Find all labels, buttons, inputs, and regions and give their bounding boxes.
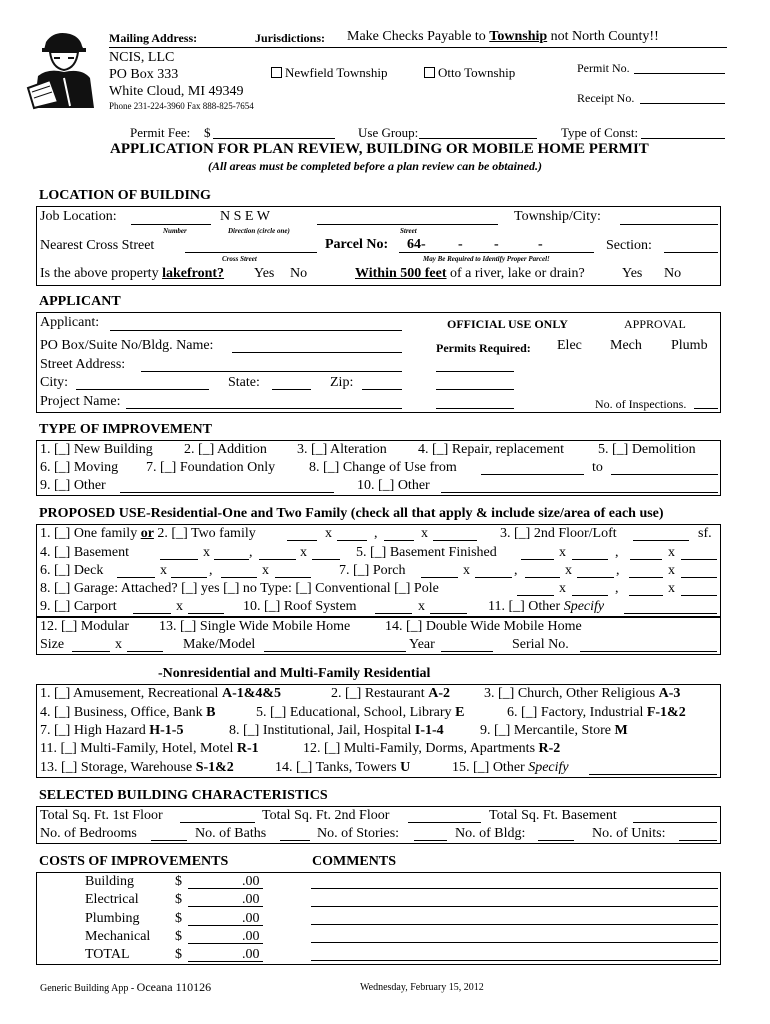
section-label: Section: — [606, 238, 652, 253]
x-label: x — [559, 545, 566, 560]
res-field[interactable] — [171, 577, 207, 578]
nonres-mercantile[interactable]: 9. [_] Mercantile, Store M — [480, 723, 628, 738]
newfield-checkbox[interactable]: Newfield Township — [271, 65, 387, 81]
comments-heading: COMMENTS — [312, 854, 396, 869]
nonres-restaurant[interactable]: 2. [_] Restaurant A-2 — [331, 686, 450, 701]
x-label: x — [300, 545, 307, 560]
res-double-wide[interactable]: 14. [_] Double Wide Mobile Home — [385, 619, 582, 634]
x-label: x — [160, 563, 167, 578]
res-field[interactable] — [421, 577, 458, 578]
x-label: x — [668, 545, 675, 560]
nonres-factory[interactable]: 6. [_] Factory, Industrial F-1&2 — [507, 705, 686, 720]
checkbox-icon — [424, 67, 435, 78]
location-heading: LOCATION OF BUILDING — [39, 188, 211, 203]
number-caption: Number — [163, 227, 187, 235]
cost-cents: .00 — [242, 892, 260, 908]
other-9-field[interactable] — [120, 492, 334, 493]
size-field[interactable] — [72, 651, 110, 652]
permit-fee-label: Permit Fee: — [130, 125, 191, 140]
characteristics-heading: SELECTED BUILDING CHARACTERISTICS — [39, 788, 328, 803]
comma: , — [514, 563, 518, 578]
make-model-label: Make/Model — [183, 637, 256, 652]
res-field[interactable] — [259, 559, 296, 560]
parcel-caption: May Be Required to Identify Proper Parcel! — [423, 255, 550, 263]
lakefront-yes[interactable]: Yes — [254, 266, 275, 281]
imp-other-9[interactable]: 9. [_] Other — [40, 478, 106, 493]
res-field[interactable] — [525, 577, 560, 578]
units-label: No. of Units: — [592, 826, 666, 841]
type-const-label: Type of Const: — [561, 125, 639, 140]
res-one-two-family[interactable]: 1. [_] One family or 2. [_] Two family — [40, 526, 256, 541]
sf-label: sf. — [698, 526, 712, 541]
sqft-basement-label: Total Sq. Ft. Basement — [489, 808, 617, 823]
res-other-field[interactable] — [624, 613, 717, 614]
mobile-box — [36, 617, 721, 655]
lakefront-no[interactable]: No — [290, 266, 308, 281]
res-field[interactable] — [521, 559, 554, 560]
res-2nd-floor[interactable]: 3. [_] 2nd Floor/Loft — [500, 526, 617, 541]
sqft-1st-label: Total Sq. Ft. 1st Floor — [40, 808, 163, 823]
res-field[interactable] — [160, 559, 198, 560]
comma: , — [616, 563, 620, 578]
city-label: City: — [40, 375, 69, 390]
river-question: Within 500 feet of a river, lake or drain? — [355, 266, 585, 281]
parcel-prefix: 64- — [407, 237, 426, 252]
res-field[interactable] — [275, 577, 311, 578]
other-10-field[interactable] — [441, 492, 718, 493]
x-label: x — [203, 545, 210, 560]
project-name-label: Project Name: — [40, 394, 121, 409]
footer-date: Wednesday, February 15, 2012 — [360, 982, 484, 993]
nonres-tanks[interactable]: 14. [_] Tanks, Towers U — [275, 760, 411, 775]
residential-heading: PROPOSED USE-Residential-One and Two Family (check all that apply & include size/area of each use) — [39, 506, 664, 521]
project-name-field[interactable] — [126, 408, 402, 409]
parcel-dash: - — [538, 237, 543, 252]
street-address-label: Street Address: — [40, 357, 126, 372]
comment-line[interactable] — [311, 906, 718, 907]
comma: , — [615, 545, 619, 560]
form-subtitle: (All areas must be completed before a plan review can be obtained.) — [208, 159, 542, 173]
sqft-basement-field[interactable] — [633, 822, 717, 823]
res-basement-finished[interactable]: 5. [_] Basement Finished — [356, 545, 497, 560]
approval-label: APPROVAL — [624, 317, 686, 331]
applicant-label: Applicant: — [40, 315, 100, 330]
res-field[interactable] — [681, 577, 717, 578]
jurisdictions-label: Jurisdictions: — [255, 31, 326, 45]
nonres-heading: -Nonresidential and Multi-Family Residential — [158, 666, 431, 681]
nonres-business[interactable]: 4. [_] Business, Office, Bank B — [40, 705, 216, 720]
res-field[interactable] — [630, 559, 662, 560]
section-field[interactable] — [664, 252, 718, 253]
costs-heading: COSTS OF IMPROVEMENTS — [39, 854, 229, 869]
lakefront-question: Is the above property lakefront? — [40, 266, 225, 281]
res-field[interactable] — [133, 613, 171, 614]
res-field[interactable] — [221, 577, 257, 578]
res-garage[interactable]: 8. [_] Garage: Attached? [_] yes [_] no Type: [_] Conventional [_] Pole — [40, 581, 439, 596]
cost-dollar: $ — [175, 928, 182, 944]
comma: , — [615, 581, 619, 596]
comma: , — [249, 545, 253, 560]
imp-moving[interactable]: 6. [_] Moving — [40, 460, 119, 475]
nonres-dorms[interactable]: 12. [_] Multi-Family, Dorms, Apartments R-2 — [303, 741, 561, 756]
parcel-label: Parcel No: — [325, 237, 389, 252]
x-label: x — [463, 563, 470, 578]
comment-line[interactable] — [311, 924, 718, 925]
type-const-field[interactable] — [641, 138, 725, 139]
x-label: x — [668, 563, 675, 578]
cost-dollar: $ — [175, 910, 182, 926]
res-porch[interactable]: 7. [_] Porch — [339, 563, 406, 578]
nonres-storage[interactable]: 13. [_] Storage, Warehouse S-1&2 — [40, 760, 234, 775]
make-model-field[interactable] — [264, 651, 406, 652]
direction-caption: Direction (circle one) — [228, 227, 290, 235]
res-field[interactable] — [433, 540, 477, 541]
cost-label: Mechanical — [85, 928, 151, 944]
sqft-2nd-field[interactable] — [408, 822, 481, 823]
elec-option[interactable]: Elec — [557, 338, 582, 353]
nonres-other[interactable]: 15. [_] Other Specify — [452, 760, 569, 775]
year-label: Year — [409, 637, 435, 652]
permit-no-field[interactable] — [634, 73, 725, 74]
bldg-field[interactable] — [538, 840, 574, 841]
nonres-hazard[interactable]: 7. [_] High Hazard H-1-5 — [40, 723, 184, 738]
res-roof[interactable]: 10. [_] Roof System — [243, 599, 357, 614]
bedrooms-label: No. of Bedrooms — [40, 826, 137, 841]
township-city-field[interactable] — [620, 224, 718, 225]
res-field[interactable] — [188, 613, 224, 614]
bldg-label: No. of Bldg: — [455, 826, 526, 841]
x-label: x — [565, 563, 572, 578]
imp-repair[interactable]: 4. [_] Repair, replacement — [418, 442, 564, 457]
org-city: White Cloud, MI 49349 — [109, 84, 244, 99]
cross-street-label: Nearest Cross Street — [40, 238, 155, 253]
cost-label: TOTAL — [85, 947, 130, 963]
x-label: x — [418, 599, 425, 614]
form-title: APPLICATION FOR PLAN REVIEW, BUILDING OR MOBILE HOME PERMIT — [110, 141, 649, 157]
worker-logo — [24, 28, 102, 110]
official-field-2[interactable] — [436, 389, 514, 390]
res-field[interactable] — [572, 595, 608, 596]
change-from-field[interactable] — [481, 474, 584, 475]
org-pobox: PO Box 333 — [109, 67, 179, 82]
improvement-heading: TYPE OF IMPROVEMENT — [39, 422, 212, 437]
imp-foundation[interactable]: 7. [_] Foundation Only — [146, 460, 276, 475]
street-caption: Street — [400, 227, 417, 235]
org-name: NCIS, LLC — [109, 50, 175, 65]
cost-dollar: $ — [175, 892, 182, 908]
pobox-field[interactable] — [232, 352, 402, 353]
cost-cents: .00 — [242, 928, 260, 944]
inspections-field[interactable] — [694, 408, 718, 409]
job-street-field[interactable] — [317, 224, 498, 225]
cost-label: Electrical — [85, 892, 139, 908]
river-no[interactable]: No — [664, 266, 682, 281]
res-basement[interactable]: 4. [_] Basement — [40, 545, 130, 560]
res-field[interactable] — [384, 540, 414, 541]
nonres-institutional[interactable]: 8. [_] Institutional, Jail, Hospital I-1-4 — [229, 723, 444, 738]
res-field[interactable] — [214, 559, 249, 560]
permit-fee-field[interactable] — [213, 138, 335, 139]
baths-label: No. of Baths — [195, 826, 267, 841]
x-label: x — [325, 526, 332, 541]
comment-line[interactable] — [311, 960, 718, 961]
stories-field[interactable] — [414, 840, 447, 841]
res-field[interactable] — [430, 613, 467, 614]
receipt-no-label: Receipt No. — [577, 91, 635, 105]
comment-line[interactable] — [311, 888, 718, 889]
state-field[interactable] — [272, 389, 311, 390]
pobox-label: PO Box/Suite No/Bldg. Name: — [40, 338, 214, 353]
use-group-label: Use Group: — [358, 125, 419, 140]
res-other-11[interactable]: 11. [_] Other Specify — [488, 599, 605, 614]
res-field[interactable] — [312, 559, 340, 560]
res-field[interactable] — [633, 540, 689, 541]
res-field[interactable] — [517, 595, 554, 596]
res-field[interactable] — [681, 559, 717, 560]
serial-label: Serial No. — [512, 637, 569, 652]
footer-left: Generic Building App - Oceana 110126 — [40, 980, 212, 994]
org-phone: Phone 231-224-3960 Fax 888-825-7654 — [109, 101, 254, 111]
nonres-other-field[interactable] — [589, 774, 717, 775]
otto-checkbox[interactable]: Otto Township — [424, 65, 515, 81]
imp-addition[interactable]: 2. [_] Addition — [184, 442, 267, 457]
comma: , — [209, 563, 213, 578]
res-modular[interactable]: 12. [_] Modular — [40, 619, 130, 634]
bedrooms-field[interactable] — [151, 840, 187, 841]
imp-change-use[interactable]: 8. [_] Change of Use from — [309, 460, 457, 475]
permits-required-label: Permits Required: — [436, 341, 531, 355]
res-single-wide[interactable]: 13. [_] Single Wide Mobile Home — [159, 619, 351, 634]
x-label: x — [421, 526, 428, 541]
cost-label: Building — [85, 874, 135, 889]
units-field[interactable] — [679, 840, 717, 841]
stories-label: No. of Stories: — [317, 826, 400, 841]
street-address-field[interactable] — [141, 371, 402, 372]
official-field-1[interactable] — [436, 371, 514, 372]
res-field[interactable] — [337, 540, 367, 541]
cross-street-caption: Cross Street — [222, 255, 257, 263]
nonres-amusement[interactable]: 1. [_] Amusement, Recreational A-1&4&5 — [40, 686, 282, 701]
official-use-label: OFFICIAL USE ONLY — [447, 317, 568, 331]
serial-field[interactable] — [580, 651, 717, 652]
res-carport[interactable]: 9. [_] Carport — [40, 599, 117, 614]
baths-field[interactable] — [280, 840, 310, 841]
res-field[interactable] — [287, 540, 317, 541]
zip-label: Zip: — [330, 375, 354, 390]
size-field[interactable] — [127, 651, 163, 652]
nonres-church[interactable]: 3. [_] Church, Other Religious A-3 — [484, 686, 681, 701]
res-field[interactable] — [572, 559, 608, 560]
cross-street-field[interactable] — [185, 252, 317, 253]
imp-demolition[interactable]: 5. [_] Demolition — [598, 442, 696, 457]
year-field[interactable] — [441, 651, 493, 652]
nonres-hotel[interactable]: 11. [_] Multi-Family, Hotel, Motel R-1 — [40, 741, 259, 756]
res-field[interactable] — [117, 577, 155, 578]
applicant-field[interactable] — [110, 330, 402, 331]
change-to-field[interactable] — [611, 474, 718, 475]
size-label: Size — [40, 637, 65, 652]
imp-alteration[interactable]: 3. [_] Alteration — [297, 442, 387, 457]
job-number-field[interactable] — [131, 224, 211, 225]
comment-line[interactable] — [311, 942, 718, 943]
x-label: x — [262, 563, 269, 578]
res-field[interactable] — [681, 595, 717, 596]
x-label: x — [668, 581, 675, 596]
cost-cents: .00 — [242, 910, 260, 926]
res-field[interactable] — [475, 577, 512, 578]
state-label: State: — [228, 375, 260, 390]
res-deck[interactable]: 6. [_] Deck — [40, 563, 104, 578]
x-label: x — [559, 581, 566, 596]
direction-select[interactable]: N S E W — [220, 209, 270, 224]
dollar-sign: $ — [204, 125, 211, 140]
river-yes[interactable]: Yes — [622, 266, 643, 281]
parcel-dash: - — [458, 237, 463, 252]
change-to-label: to — [592, 460, 603, 475]
sqft-1st-field[interactable] — [180, 822, 255, 823]
receipt-no-field[interactable] — [640, 103, 725, 104]
imp-new-building[interactable]: 1. [_] New Building — [40, 442, 153, 457]
x-label: x — [176, 599, 183, 614]
parcel-dash: - — [494, 237, 499, 252]
cost-cents: .00 — [242, 947, 260, 963]
checkbox-icon — [271, 67, 282, 78]
job-location-label: Job Location: — [40, 209, 117, 224]
imp-other-10[interactable]: 10. [_] Other — [357, 478, 430, 493]
applicant-heading: APPLICANT — [39, 294, 121, 309]
city-field[interactable] — [76, 389, 209, 390]
sqft-2nd-label: Total Sq. Ft. 2nd Floor — [262, 808, 390, 823]
cost-label: Plumbing — [85, 910, 140, 926]
use-group-field[interactable] — [419, 138, 537, 139]
permit-no-label: Permit No. — [577, 61, 630, 75]
res-field[interactable] — [577, 577, 614, 578]
cost-dollar: $ — [175, 947, 182, 963]
township-city-label: Township/City: — [514, 209, 601, 224]
cost-dollar: $ — [175, 874, 182, 889]
res-field[interactable] — [629, 595, 663, 596]
zip-field[interactable] — [362, 389, 402, 390]
cost-cents: .00 — [242, 874, 260, 889]
mech-option[interactable]: Mech — [610, 338, 642, 353]
inspections-label: No. of Inspections. — [595, 397, 687, 411]
nonres-educational[interactable]: 5. [_] Educational, School, Library E — [256, 705, 465, 720]
comma: , — [374, 526, 378, 541]
res-field[interactable] — [629, 577, 663, 578]
res-field[interactable] — [375, 613, 412, 614]
x-label: x — [115, 637, 122, 652]
mailing-label: Mailing Address: — [109, 31, 198, 45]
plumb-option[interactable]: Plumb — [671, 338, 708, 353]
official-field-3[interactable] — [436, 408, 514, 409]
payable-note: Make Checks Payable to Township not North County!! — [347, 29, 659, 44]
